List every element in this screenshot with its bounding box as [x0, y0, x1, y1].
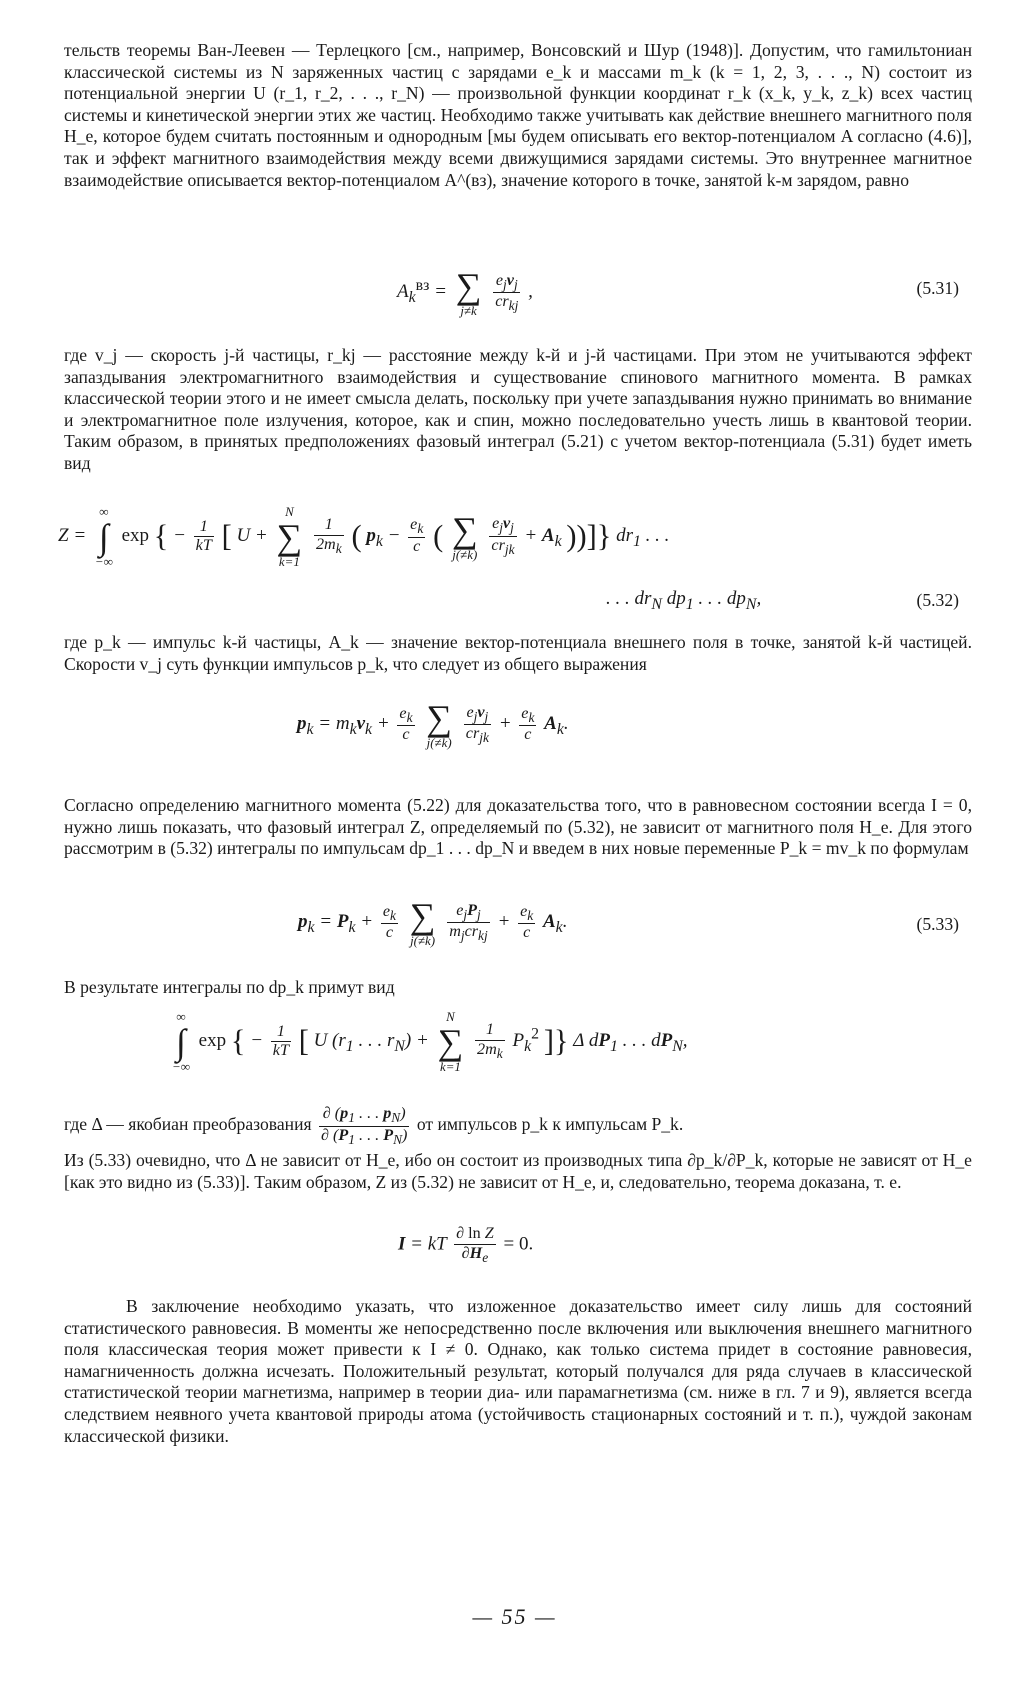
paragraph-3 [64, 632, 972, 675]
paragraph-4 [64, 795, 972, 860]
equation-magnetization: I = kT $\frac{\text{∂ ln Z}}{\partial H_e}$ = 0. [398, 1225, 534, 1265]
paragraph-2 [64, 345, 972, 475]
equation-momentum: $p_k = m_kv_k$ + $\frac{e_k}{c}$ ∑ j(≠k) $\frac{e_jv_j}{cr_{jk}}$ + $\frac{e_k}{c}$ $A_k$. [297, 698, 569, 751]
p6a-text: где Δ — якобиан преобразования [64, 1114, 312, 1135]
p6c-text: Из (5.33) очевидно, что Δ не зависит от H_e, ибо он состоит из производных типа ∂p_k/∂P_k, которые не зависят от H_e [как это видно из (5.33)]. Таким образом, Z из (5.32) не зависит от H_e, и, следовательно, теорема доказана, т. е. [64, 1150, 972, 1192]
p1-text: тельств теоремы Ван-Леевен — Терлецкого [см., например, Вонсовский и Шур (1948)]. Допустим, что гамильтониан классической системы из N заряженных частиц с зарядами e_k и массами m_k (k = 1, 2, 3, . . ., N) состоит из потенциальной энергии U (r_1, r_2, . . ., r_N) — произвольной функции координат r_k (x_k, y_k, z_k) всех частиц системы и кинетической энергии этих же частиц. Необходимо также учитывать как действие внешнего магнитного поля H_e, которое будем считать постоянным и однородным [мы будем описывать его вектор-потенциалом A согласно (4.6)], так и эффект магнитного взаимодействия между всеми движущимися зарядами системы. Это внутреннее магнитное взаимодействие описывается вектор-потенциалом A^(вз), значение которого в точке, занятой k-м зарядом, равно [64, 40, 972, 190]
equation-5-32-line-2: . . . $dr_N$ $dp_1$ . . . $dp_N$, [606, 588, 762, 613]
p2-text: где v_j — скорость j-й частицы, r_kj — расстояние между k-й и j-й частицами. При этом не учитываются эффект запаздывания электромагнитного взаимодействия и существование спинового магнитного момента. В рамках классической теории этого и не имеет смысла делать, поскольку при учете запаздывания нужно принимать во внимание и электромагнитное поле излучения, которое, как и спин, можно последовательно учесть лишь в квантовой теории. Таким образом, в принятых предположениях фазовый интеграл (5.21) с учетом вектор-потенциала (5.31) будет иметь вид [64, 345, 972, 473]
equation-momentum-integral: ∞ ∫ −∞ exp { − $\frac{1}{kT}$ [ U ($r_1$ . . . $r_N$) + N ∑ k=1 $\frac{1}{2m_k}$ $P_k^2$ ]} Δ $dP_1$ . . . $dP_N$, [172, 1009, 688, 1074]
paragraph-1 [64, 40, 972, 191]
page-number: — 55 — [472, 1604, 557, 1629]
equation-5-31-body: $A_k^{вз}$ = ∑ j≠k $\frac{e_jv_j}{cr_{kj}}$ , [397, 266, 533, 319]
paragraph-6 [64, 1150, 972, 1193]
paragraph-5 [64, 977, 972, 999]
equation-5-32-line-1: Z = ∞ ∫ −∞ exp { − $\frac{1}{kT}$ [ U + N ∑ k=1 $\frac{1}{2m_k}$ ( $p_k$ − $\frac{e_k}{c}$ ( ∑ j(≠k) $\frac{e_jv_j}{cr_{jk}}$ + $A_k$ ))]} $dr_1$ . . . [58, 504, 670, 569]
p4-text: Согласно определению магнитного момента (5.22) для доказательства того, что в равновесном состоянии всегда I = 0, нужно лишь показать, что фазовый интеграл Z, определяемый по (5.32), не зависит от магнитного поля H_e. Для этого рассмотрим в (5.32) интегралы по импульсам dp_1 . . . dp_N и введем в них новые переменные P_k = mv_k по формулам [64, 795, 972, 859]
equation-5-32-number: (5.32) [916, 590, 959, 610]
jacobian-line [64, 1105, 972, 1147]
p6b-text: от импульсов p_k к импульсам P_k. [416, 1114, 684, 1135]
paragraph-7 [64, 1296, 972, 1447]
equation-5-31-number: (5.31) [916, 278, 959, 298]
equation-5-33-body: $p_k = P_k$ + $\frac{e_k}{c}$ ∑ j(≠k) $\frac{e_jP_j}{m_jcr_{kj}}$ + $\frac{e_k}{c}$ $A_k$. [298, 896, 568, 949]
p7-text: В заключение необходимо указать, что изложенное доказательство имеет силу лишь для состояний статистического равновесия. В моменты же непосредственно после включения или выключения внешнего магнитного поля классическая теория может привести к I ≠ 0. Однако, как только система придет в состояние равновесия, намагниченность должна исчезать. Положительный результат, который получался для ряда случаев в классической статистической теории магнетизма, например в теории диа- или парамагнетизма (см. ниже в гл. 7 и 9), является всегда следствием неявного учета квантовой природы атома (устойчивость стационарных состояний и т. п.), чуждой законам классической физики. [64, 1296, 972, 1446]
equation-5-33-number: (5.33) [916, 914, 959, 934]
p3-text: где p_k — импульс k-й частицы, A_k — значение вектор-потенциала внешнего поля в точке, занятой k-й частицей. Скорости v_j суть функции импульсов p_k, что следует из общего выражения [64, 632, 972, 674]
jacobian-fraction: $\frac{\partial (p_1 . . . p_N)}{\partial (P_1 . . . P_N)}$ [321, 1105, 408, 1147]
p5-text: В результате интегралы по dp_k примут вид [64, 977, 395, 997]
